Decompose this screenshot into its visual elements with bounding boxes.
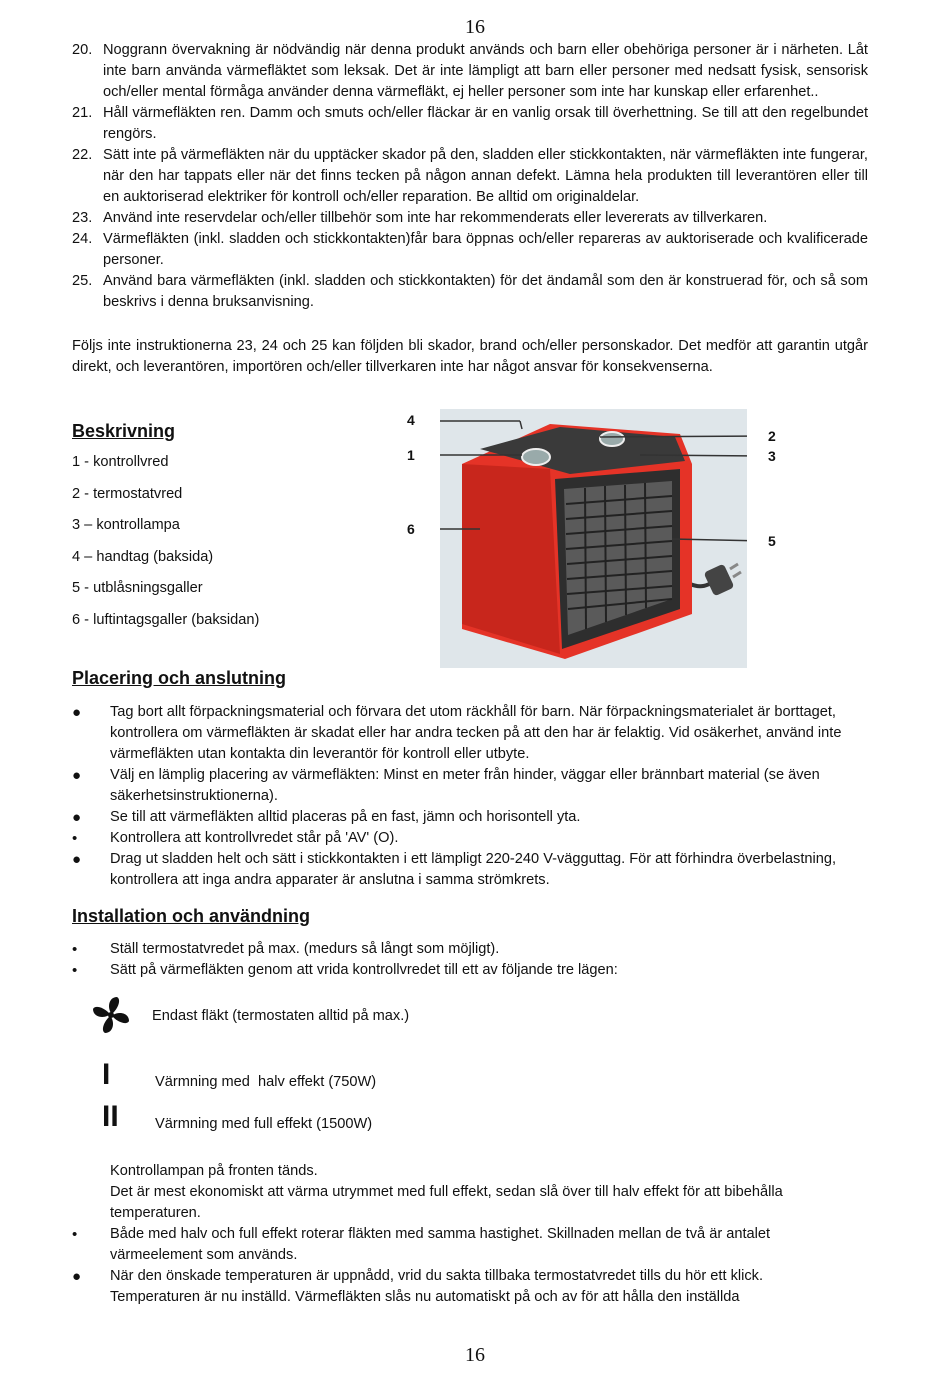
item-text: Ställ termostatvredet på max. (medurs så långt som möjligt). [110, 941, 500, 957]
bullet-icon: ● [72, 1268, 82, 1285]
list-item: 2 - termostatvred [72, 485, 183, 502]
item-text: Håll värmefläkten ren. Damm och smuts och/eller fläckar är en vanlig orsak till överhettning. Se till att den regelbundet rengörs. [103, 105, 868, 142]
item-text: Både med halv och full effekt roterar fläkten med samma hastighet. Skillnaden mellan de två är antalet värmeelement som används. [110, 1226, 771, 1263]
heater-illustration [440, 409, 747, 668]
list-item: 5 - utblåsningsgaller [72, 580, 203, 596]
warning-paragraph: Följs inte instruktionerna 23, 24 och 25 kan följden bli skador, brand och/eller personskador. Det medför att garantin utgår direkt, och leverantören, importören och/eller tillverkaren inte har något ansvar för konsekvenserna. [72, 338, 868, 375]
callout-3: 3 [768, 448, 776, 464]
list-item [72, 702, 852, 765]
item-text: Noggrann övervakning är nödvändig när denna produkt används och barn eller obehöriga personer är i närheten. Låt inte barn använda värmefläktet som leksak. Det är inte lämpligt att barn eller personer med nedsatt fysisk, sensorisk och/eller mental förmåga använder denna värmefläkt, ej heller personer som inte har kunskap eller erfarenhet.. [103, 42, 868, 100]
item-text: Sätt inte på värmefläkten när du upptäcker skador på den, sladden eller stickkontakten, när värmefläkten inte fungerar, när den har tappats eller när det finns tecken på någon annan defekt. Lämna hela produkten till leverantören eller till en auktoriserad elektriker för kontroll och/eller reparation. Be alltid om originaldelar. [103, 147, 868, 205]
bullet-icon: ● [72, 704, 82, 721]
section-heading-installation: Installation och användning [72, 906, 311, 926]
placement-list [72, 702, 852, 891]
list-item [72, 271, 868, 313]
item-number: 24. [72, 231, 93, 247]
mode-half-symbol: I [102, 1058, 111, 1091]
item-text: Kontrollera att kontrollvredet står på 'AV' (O). [110, 830, 399, 846]
safety-instructions-list [72, 40, 868, 313]
item-text: Se till att värmefläkten alltid placeras på en fast, jämn och horisontell yta. [110, 809, 581, 825]
list-item [72, 229, 868, 271]
list-item: 3 – kontrollampa [72, 517, 180, 533]
item-number: 23. [72, 210, 93, 226]
list-item [72, 1224, 852, 1266]
section-heading-placement: Placering och anslutning [72, 668, 287, 688]
list-item [72, 939, 852, 960]
item-text: Tag bort allt förpackningsmaterial och förvara det utom räckhåll för barn. När förpackningsmaterialet är borttaget, kontrollera om värmefläkten är skadat eller har andra tecken på att den har är felaktig. Vid osäkerhet, använd inte värmefläkten utan kontakta din leverantör för kontroll eller utbyte. [110, 704, 842, 762]
bullet-icon: • [72, 962, 78, 979]
list-item [72, 1266, 852, 1308]
item-text: Använd bara värmefläkten (inkl. sladden och stickkontakten) för det ändamål som den är konstruerad för, och så som beskrivs i denna bruksanvisning. [103, 273, 868, 310]
economy-text: Det är mest ekonomiskt att värma utrymmet med full effekt, sedan slå över till halv effekt för att bibehålla temperaturen. [110, 1184, 783, 1221]
callout-2: 2 [768, 428, 776, 444]
list-item: 1 - kontrollvred [72, 454, 169, 470]
heater-image [440, 409, 747, 668]
bullet-icon: ● [72, 767, 82, 784]
mode-half-label: Värmning med halv effekt (750W) [155, 1074, 377, 1090]
bullet-icon: • [72, 1226, 78, 1243]
item-text: Välj en lämplig placering av värmefläkten: Minst en meter från hinder, väggar eller brännbart material (se även säkerhetsinstruktionerna). [110, 767, 820, 804]
bullet-icon: • [72, 941, 78, 958]
list-item [72, 828, 852, 849]
list-item [72, 765, 852, 807]
callout-4: 4 [407, 412, 415, 428]
callout-5: 5 [768, 533, 776, 549]
list-item [72, 40, 868, 103]
list-item [72, 103, 868, 145]
mode-full-label: Värmning med full effekt (1500W) [155, 1116, 373, 1132]
list-item [72, 807, 852, 828]
item-text: När den önskade temperaturen är uppnådd, vrid du sakta tillbaka termostatvredet tills du hör ett klick. Temperaturen är nu inställd. Värmefläkten slås nu automatiskt på och av för att hålla den inställda [110, 1268, 764, 1305]
callout-1: 1 [407, 447, 415, 463]
list-item [72, 145, 868, 208]
fan-icon [90, 996, 132, 1034]
list-item: 4 – handtag (baksida) [72, 548, 214, 565]
section-heading-description: Beskrivning [72, 421, 176, 441]
item-number: 22. [72, 147, 93, 163]
page-number-top: 16 [465, 16, 485, 38]
bullet-icon: • [72, 830, 78, 847]
parts-list [72, 452, 259, 641]
item-text: Drag ut sladden helt och sätt i stickkontakten i ett lämpligt 220-240 V-vägguttag. För att förhindra överbelastning, kontrollera att inga andra apparater är anslutna i samma strömkrets. [110, 851, 837, 888]
installation-list-2 [72, 1224, 852, 1308]
callout-6: 6 [407, 521, 415, 537]
bullet-icon: ● [72, 851, 82, 868]
item-text: Använd inte reservdelar och/eller tillbehör som inte har rekommenderats eller levererats av tillverkaren. [103, 210, 768, 226]
item-number: 25. [72, 273, 93, 289]
installation-list [72, 939, 852, 981]
lamp-text: Kontrollampan på fronten tänds. [110, 1163, 318, 1179]
item-number: 21. [72, 105, 93, 121]
mode-full-symbol: II [102, 1100, 119, 1133]
page-number-bottom: 16 [465, 1344, 485, 1366]
item-number: 20. [72, 42, 93, 58]
item-text: Sätt på värmefläkten genom att vrida kontrollvredet till ett av följande tre lägen: [110, 962, 618, 978]
list-item [72, 849, 852, 891]
mode-fan-label: Endast fläkt (termostaten alltid på max.) [152, 1008, 410, 1024]
list-item: 6 - luftintagsgaller (baksidan) [72, 611, 260, 628]
bullet-icon: ● [72, 809, 82, 826]
list-item [72, 960, 852, 981]
item-text: Värmefläkten (inkl. sladden och stickkontakten)får bara öppnas och/eller repareras av auktoriserade och kvalificerade personer. [103, 231, 868, 268]
list-item [72, 208, 868, 229]
